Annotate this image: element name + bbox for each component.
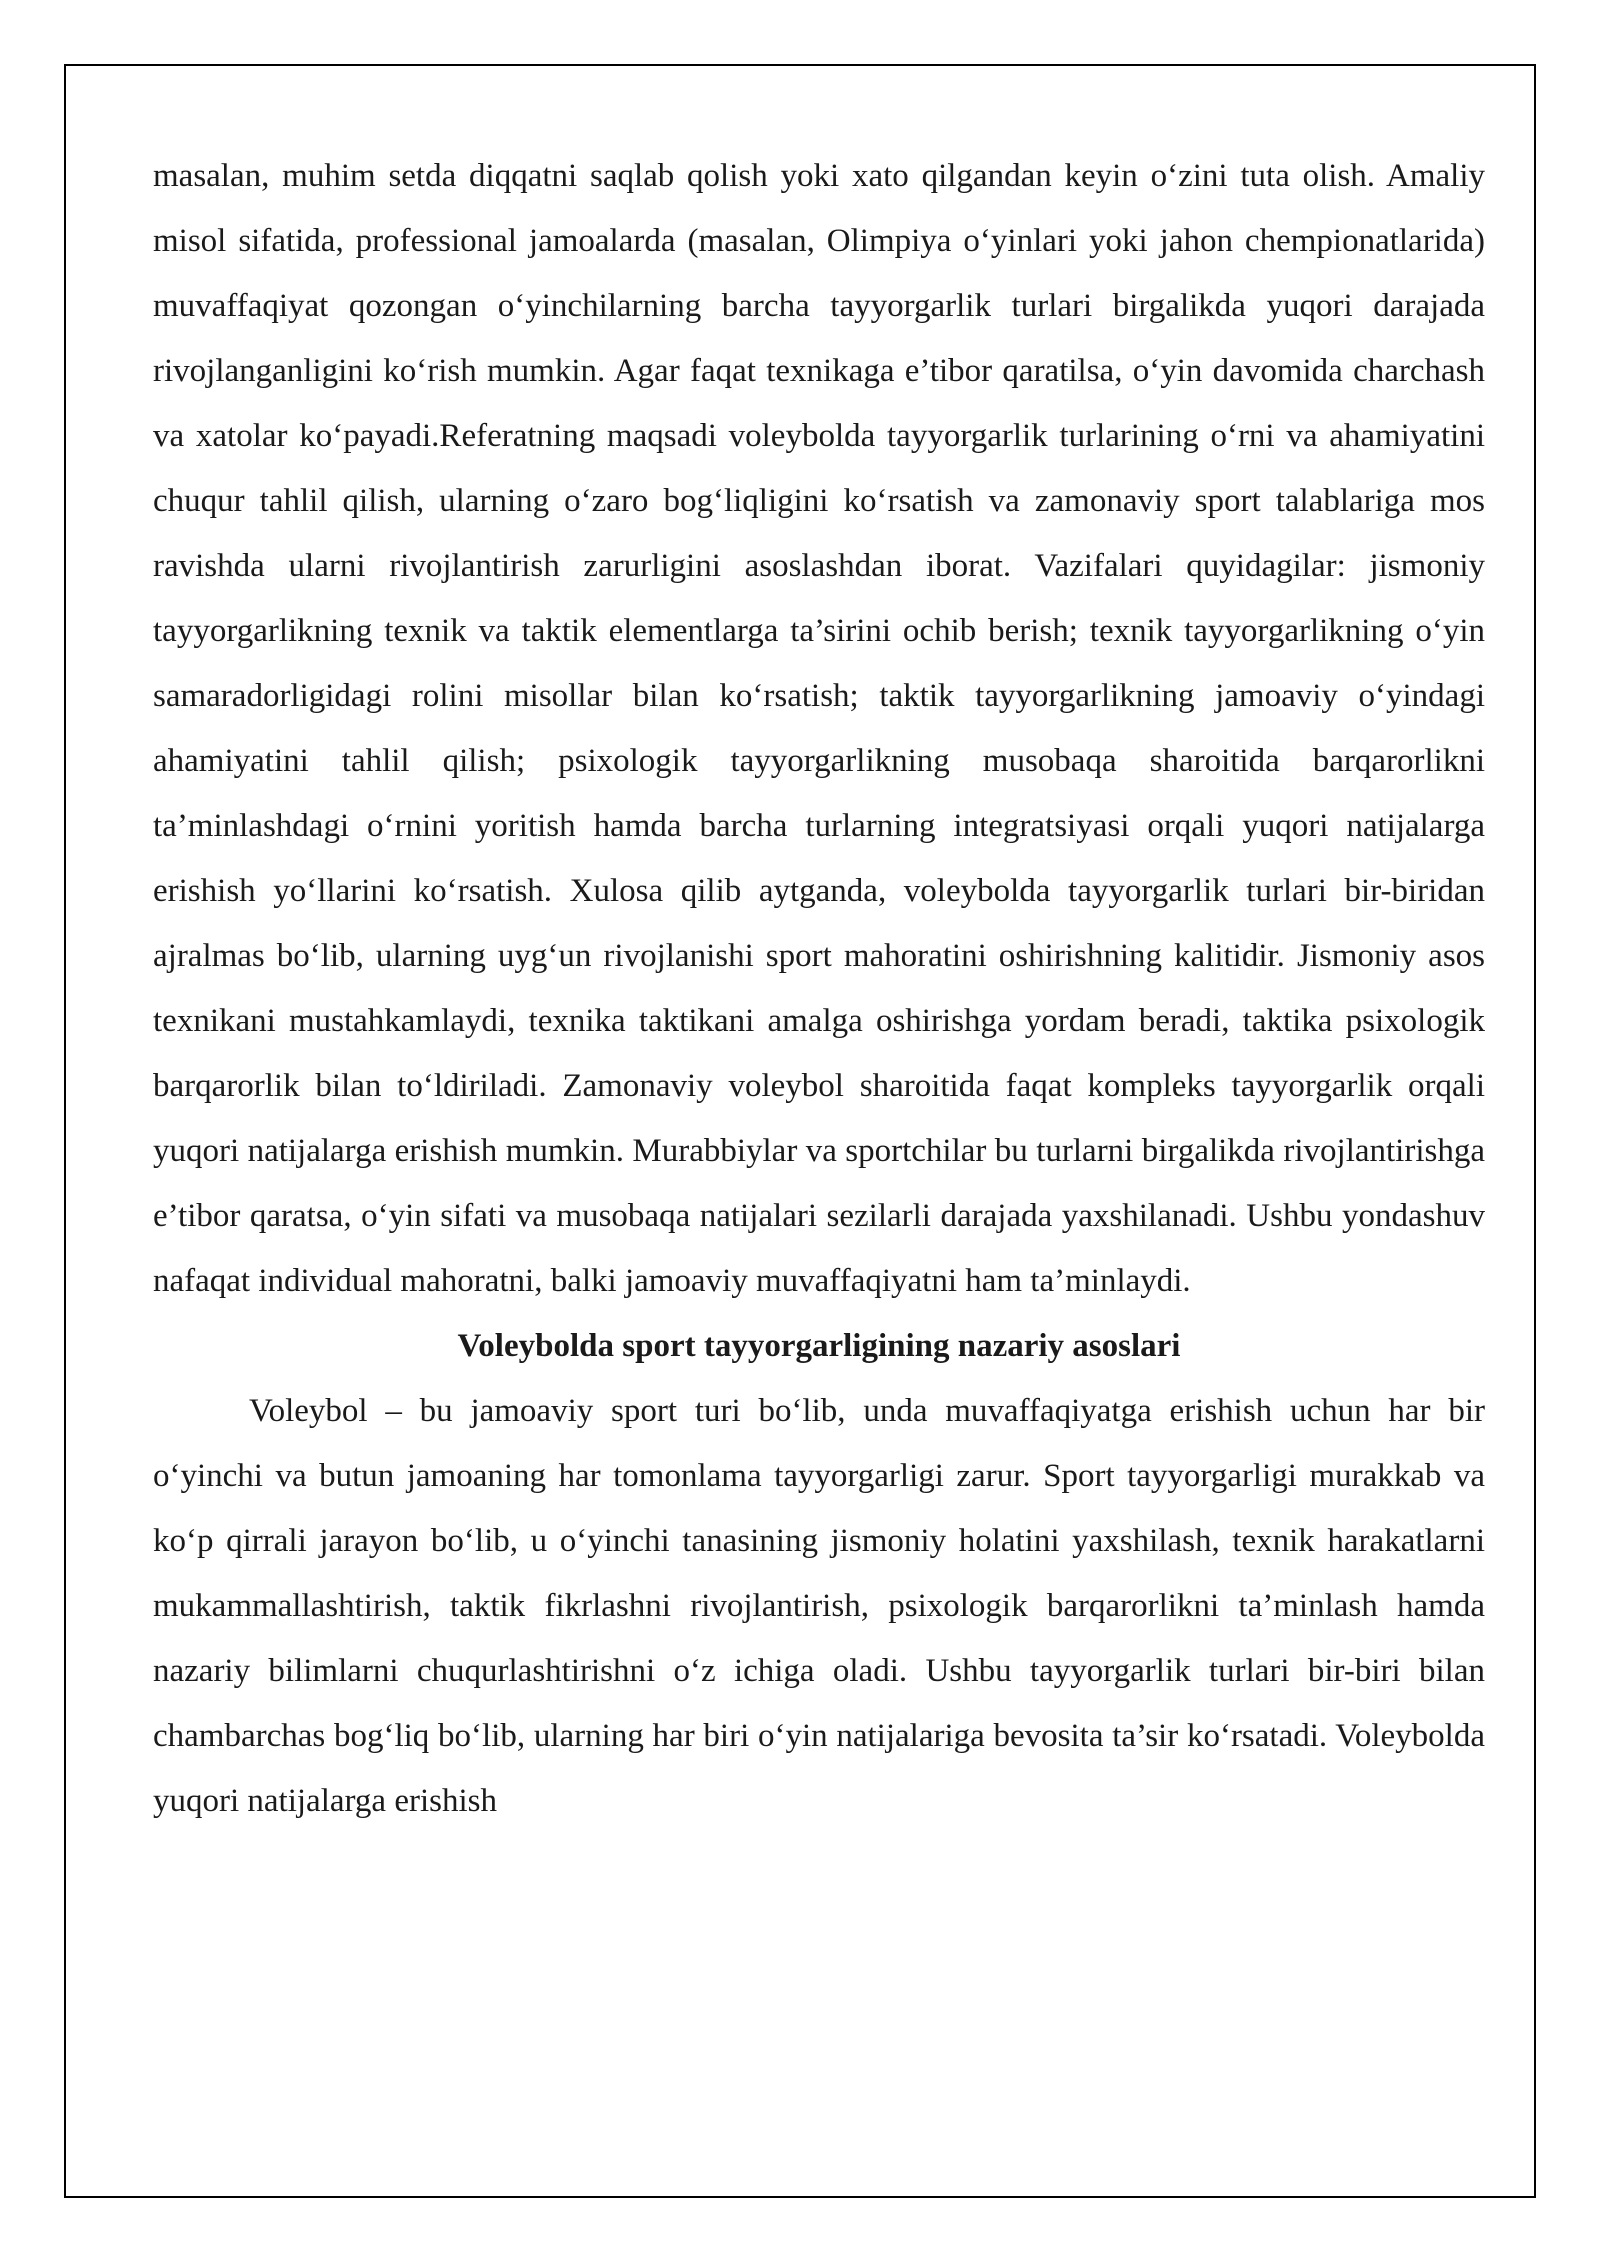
section-heading: Voleybolda sport tayyorgarligining nazariy asoslari [457,1328,1181,1364]
body-paragraph: Voleybol – bu jamoaviy sport turi bo‘lib, unda muvaffaqiyatga erishish uchun har bir o‘yinchi va butun jamoaning har tomonlama tayyorgarligi zarur. Sport tayyorgarligi murakkab va ko‘p qirrali jarayon bo‘lib, u o‘yinchi tanasining jismoniy holatini yaxshilash, texnik harakatlarni mukammallashtirish, taktik fikrlashni rivojlantirish, psixologik barqarorlikni ta’minlash hamda nazariy bilimlarni chuqurlashtirishni o‘z ichiga oladi. Ushbu tayyorgarlik turlari bir-biri bilan chambarchas bog‘liq bo‘lib, ularning har biri o‘yin natijalariga bevosita ta’sir ko‘rsatadi. Voleybolda yuqori natijalarga erishish [153,1393,1485,1819]
document-body [153,144,1485,1834]
body-paragraph: masalan, muhim setda diqqatni saqlab qolish yoki xato qilgandan keyin o‘zini tuta olish. Amaliy misol sifatida, professional jamoalarda (masalan, Olimpiya o‘yinlari yoki jahon chempionatlarida) muvaffaqiyat qozongan o‘yinchilarning barcha tayyorgarlik turlari birgalikda yuqori darajada rivojlanganligini ko‘rish mumkin. Agar faqat texnikaga e’tibor qaratilsa, o‘yin davomida charchash va xatolar ko‘payadi.Referatning maqsadi voleybolda tayyorgarlik turlarining o‘rni va ahamiyatini chuqur tahlil qilish, ularning o‘zaro bog‘liqligini ko‘rsatish va zamonaviy sport talablariga mos ravishda ularni rivojlantirish zarurligini asoslashdan iborat. Vazifalari quyidagilar: jismoniy tayyorgarlikning texnik va taktik elementlarga ta’sirini ochib berish; texnik tayyorgarlikning o‘yin samaradorligidagi rolini misollar bilan ko‘rsatish; taktik tayyorgarlikning jamoaviy o‘yindagi ahamiyatini tahlil qilish; psixologik tayyorgarlikning musobaqa sharoitida barqarorlikni ta’minlashdagi o‘rnini yoritish hamda barcha turlarning integratsiyasi orqali yuqori natijalarga erishish yo‘llarini ko‘rsatish. Xulosa qilib aytganda, voleybolda tayyorgarlik turlari bir-biridan ajralmas bo‘lib, ularning uyg‘un rivojlanishi sport mahoratini oshirishning kalitidir. Jismoniy asos texnikani mustahkamlaydi, texnika taktikani amalga oshirishga yordam beradi, taktika psixologik barqarorlik bilan to‘ldiriladi. Zamonaviy voleybol sharoitida faqat kompleks tayyorgarlik orqali yuqori natijalarga erishish mumkin. Murabbiylar va sportchilar bu turlarni birgalikda rivojlantirishga e’tibor qaratsa, o‘yin sifati va musobaqa natijalari sezilarli darajada yaxshilanadi. Ushbu yondashuv nafaqat individual mahoratni, balki jamoaviy muvaffaqiyatni ham ta’minlaydi. [153,158,1485,1299]
